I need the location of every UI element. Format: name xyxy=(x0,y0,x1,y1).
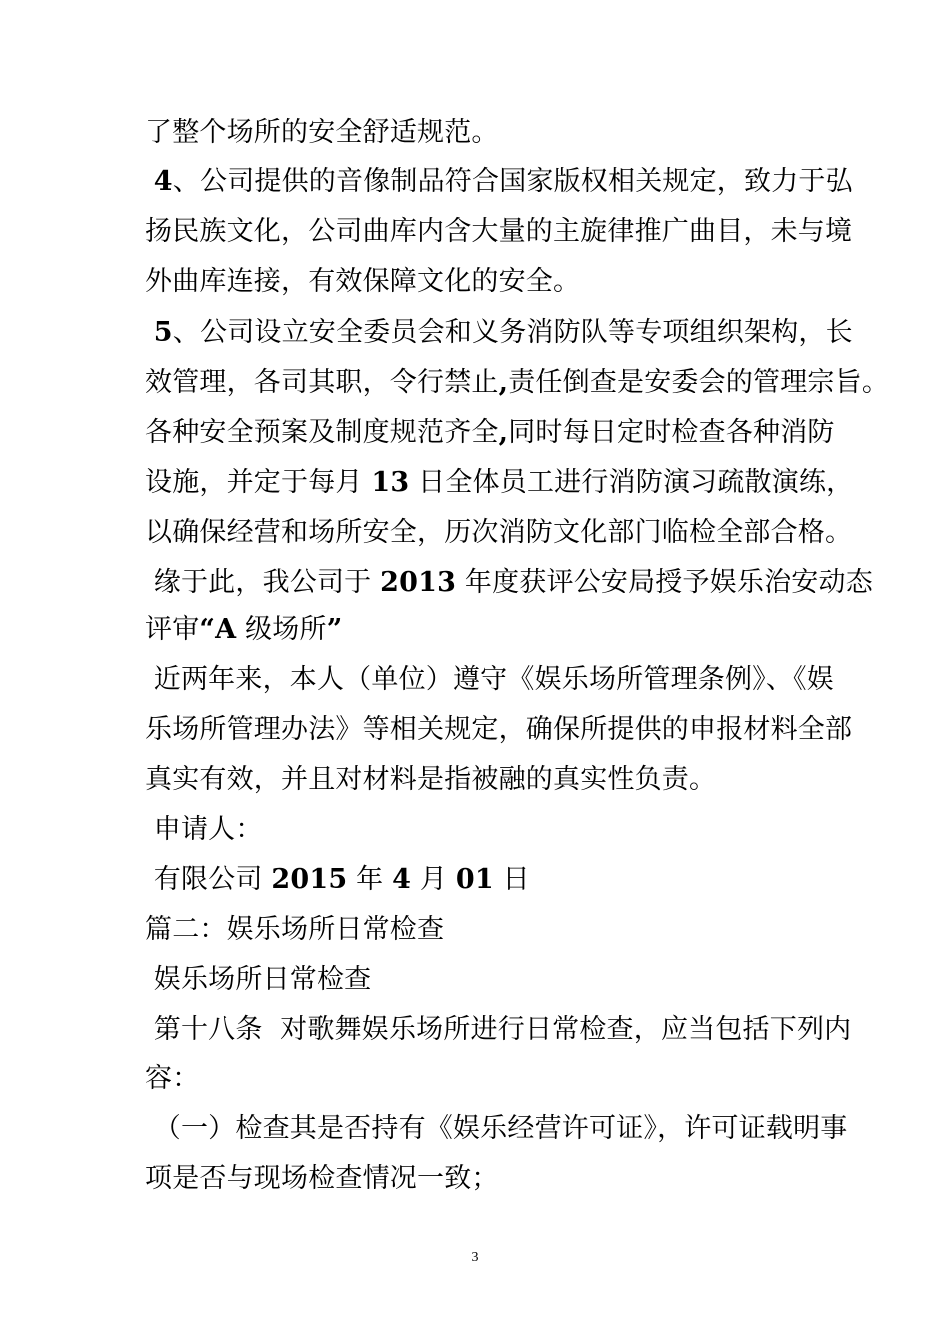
text-run: 篇二：娱乐场所日常检查 xyxy=(145,914,445,945)
text-run: 乐场所管理办法》等相关规定，确保所提供的申报材料全部 xyxy=(145,714,853,745)
text-run: 扬民族文化，公司曲库内含大量的主旋律推广曲目，未与境 xyxy=(145,216,853,247)
text-line xyxy=(145,567,873,599)
bold-text-run: ” xyxy=(326,614,343,645)
text-run: 日 xyxy=(493,864,530,895)
text-run: 近两年来，本人（单位）遵守《娱乐场所管理条例》、《娱 xyxy=(145,664,834,695)
text-run: 同时每日定时检查各种消防 xyxy=(508,417,835,448)
text-run: 级场所 xyxy=(236,614,327,645)
text-line xyxy=(145,1163,499,1195)
text-line xyxy=(145,517,852,549)
text-run: 评审 xyxy=(145,614,200,645)
bold-text-run: 4 xyxy=(153,166,173,197)
text-run: 以确保经营和场所安全，历次消防文化部门临检全部合格。 xyxy=(145,517,853,548)
text-line xyxy=(145,117,499,149)
bold-text-run: 2013 xyxy=(380,567,457,598)
bold-text-run: 13 xyxy=(371,467,410,498)
text-line xyxy=(145,964,371,996)
text-run: 日全体员工进行消防演习疏散演练， xyxy=(409,467,854,498)
text-line xyxy=(145,166,853,198)
bold-text-run: 2015 xyxy=(271,864,348,895)
text-line xyxy=(145,864,530,896)
text-run: 、公司设立安全委员会和义务消防队等专项组织架构，长 xyxy=(172,317,853,348)
text-line xyxy=(145,467,853,499)
page-number: 3 xyxy=(471,1250,479,1265)
text-run: 外曲库连接，有效保障文化的安全。 xyxy=(145,266,581,297)
text-line xyxy=(145,764,716,796)
text-run: 效管理，各司其职，令行禁止 xyxy=(145,367,499,398)
text-run: 年度获评公安局授予娱乐治安动态 xyxy=(456,567,873,598)
text-run: 月 xyxy=(411,864,456,895)
text-run: 了整个场所的安全舒适规范。 xyxy=(145,117,499,148)
text-run: 设施，并定于每月 xyxy=(145,467,372,498)
text-run: 项是否与现场检查情况一致； xyxy=(145,1163,499,1194)
text-run: 缘于此，我公司于 xyxy=(145,567,381,598)
text-run: 责任倒查是安委会的管理宗旨。 xyxy=(508,367,890,398)
bold-text-run: “A xyxy=(199,614,237,645)
bold-text-run: 4 xyxy=(392,864,412,895)
text-line xyxy=(145,1113,847,1145)
text-run: （一）检查其是否持有《娱乐经营许可证》，许可证载明事 xyxy=(145,1113,848,1144)
text-line xyxy=(145,417,835,449)
bold-text-run: , xyxy=(498,367,509,398)
bold-text-run: , xyxy=(498,417,509,448)
text-run: 有限公司 xyxy=(145,864,272,895)
text-run: 容： xyxy=(145,1063,200,1094)
text-line xyxy=(145,714,852,746)
text-run: 各种安全预案及制度规范齐全 xyxy=(145,417,499,448)
text-line xyxy=(145,266,580,298)
text-line xyxy=(145,367,889,399)
text-run: 、公司提供的音像制品符合国家版权相关规定，致力于弘 xyxy=(172,166,853,197)
text-run: 真实有效，并且对材料是指被融的真实性负责。 xyxy=(145,764,717,795)
bold-text-run: 01 xyxy=(455,864,494,895)
text-line xyxy=(145,814,263,846)
text-run xyxy=(145,166,154,197)
text-line xyxy=(145,216,852,248)
text-run: 娱乐场所日常检查 xyxy=(145,964,372,995)
text-line xyxy=(145,317,853,349)
text-line xyxy=(145,664,834,696)
bold-text-run: 5 xyxy=(153,317,173,348)
text-line xyxy=(145,614,342,646)
text-line xyxy=(145,914,444,946)
text-run: 第十八条 对歌舞娱乐场所进行日常检查，应当包括下列内 xyxy=(145,1014,852,1045)
text-line xyxy=(145,1014,851,1046)
text-run xyxy=(145,317,154,348)
text-run: 申请人： xyxy=(145,814,263,845)
text-line xyxy=(145,1063,199,1095)
text-run: 年 xyxy=(347,864,393,895)
